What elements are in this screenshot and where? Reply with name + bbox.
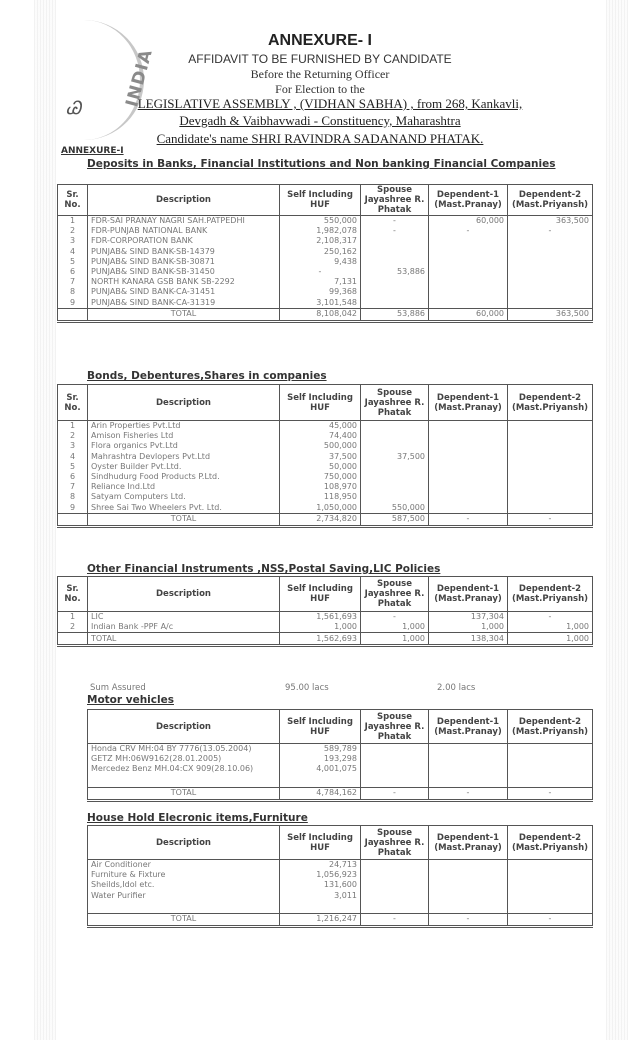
table-row: 5 PUNJAB& SIND BANK-SB-30871 9,438	[58, 257, 593, 267]
other-instruments-title: Other Financial Instruments ,NSS,Postal Saving,LIC Policies	[87, 563, 441, 575]
table-row: 4 Mahrashtra Devlopers Pvt.Ltd 37,500 37,500	[58, 452, 593, 462]
col-sr: Sr. No.	[58, 577, 88, 612]
col-sr: Sr. No.	[58, 385, 88, 421]
col-dep2: Dependent-2 (Mast.Priyansh)	[508, 826, 593, 860]
col-self: Self Including HUF	[280, 577, 361, 612]
col-self: Self Including HUF	[280, 385, 361, 421]
col-dep1: Dependent-1 (Mast.Pranay)	[429, 710, 508, 744]
other-instruments-table	[57, 576, 593, 647]
col-description: Description	[88, 185, 280, 216]
annexure-title: ANNEXURE- I	[267, 32, 372, 49]
bonds-title: Bonds, Debentures,Shares in companies	[87, 370, 327, 382]
table-row: Honda CRV MH:04 BY 7776(13.05.2004) 589,789	[88, 744, 593, 755]
election-line: For Election to the	[275, 82, 365, 96]
table-row: 9 Shree Sai Two Wheelers Pvt. Ltd. 1,050,000 550,000	[58, 503, 593, 514]
col-dep2: Dependent-2 (Mast.Priyansh)	[508, 577, 593, 612]
table-row: Air Conditioner 24,713	[88, 860, 593, 871]
col-description: Description	[88, 710, 280, 744]
table-row: 2 FDR-PUNJAB NATIONAL BANK 1,982,078 - - -	[58, 226, 593, 236]
col-dep1: Dependent-1 (Mast.Pranay)	[429, 826, 508, 860]
sum-assured-self: 95.00 lacs	[285, 683, 329, 693]
total-row: TOTAL 8,108,042 53,886 60,000 363,500	[58, 308, 593, 321]
table-row: 9 PUNJAB& SIND BANK-CA-31319 3,101,548	[58, 298, 593, 309]
signature-mark: Ꮚ	[66, 98, 82, 119]
col-dep2: Dependent-2 (Mast.Priyansh)	[508, 385, 593, 421]
table-row: 2 Indian Bank -PPF A/c 1,000 1,000 1,000 1,000	[58, 622, 593, 633]
col-description: Description	[88, 385, 280, 421]
table-row: 6 Sindhudurg Food Products P.Ltd. 750,000	[58, 472, 593, 482]
col-self: Self Including HUF	[280, 710, 361, 744]
assembly-line: LEGISLATIVE ASSEMBLY , (VIDHAN SABHA) , from 268, Kankavli,	[137, 96, 523, 111]
col-description: Description	[88, 826, 280, 860]
bonds-table	[57, 384, 593, 528]
table-row: 3 Flora organics Pvt.Ltd 500,000	[58, 441, 593, 451]
col-spouse: Spouse Jayashree R. Phatak	[361, 710, 429, 744]
table-row: 3 FDR-CORPORATION BANK 2,108,317	[58, 236, 593, 246]
col-dep1: Dependent-1 (Mast.Pranay)	[429, 385, 508, 421]
officer-line: Before the Returning Officer	[250, 67, 390, 81]
table-row: Sheilds,Idol etc. 131,600	[88, 880, 593, 890]
table-row: 7 NORTH KANARA GSB BANK SB-2292 7,131	[58, 277, 593, 287]
deposits-title: Deposits in Banks, Financial Institutions and Non banking Financial Companies	[87, 158, 556, 170]
col-dep2: Dependent-2 (Mast.Priyansh)	[508, 710, 593, 744]
motor-vehicles-table	[87, 709, 593, 802]
table-row: 7 Reliance Ind.Ltd 108,970	[58, 482, 593, 492]
col-spouse: Spouse Jayashree R. Phatak	[361, 577, 429, 612]
table-row: 1 FDR-SAI PRANAY NAGRI SAH.PATPEDHI 550,000 - 60,000 363,500	[58, 216, 593, 227]
motor-vehicles-title: Motor vehicles	[87, 694, 174, 706]
scan-edge-right	[606, 0, 628, 1040]
col-dep2: Dependent-2 (Mast.Priyansh)	[508, 185, 593, 216]
table-row: 5 Oyster Builder Pvt.Ltd. 50,000	[58, 462, 593, 472]
total-row: TOTAL 2,734,820 587,500 - -	[58, 513, 593, 526]
table-row: 8 PUNJAB& SIND BANK-CA-31451 99,368	[58, 287, 593, 297]
col-sr: Sr. No.	[58, 185, 88, 216]
col-dep1: Dependent-1 (Mast.Pranay)	[429, 185, 508, 216]
col-dep1: Dependent-1 (Mast.Pranay)	[429, 577, 508, 612]
table-row: GETZ MH:06W9162(28.01.2005) 193,298	[88, 754, 593, 764]
sum-assured-dep1: 2.00 lacs	[437, 683, 476, 693]
table-row: Mercedez Benz MH.04:CX 909(28.10.06) 4,001,075	[88, 764, 593, 774]
scan-edge-left	[34, 0, 56, 1040]
total-row: TOTAL 1,562,693 1,000 138,304 1,000	[58, 633, 593, 646]
affidavit-line: AFFIDAVIT TO BE FURNISHED BY CANDIDATE	[188, 52, 452, 66]
table-row: Water Purifier 3,011	[88, 891, 593, 901]
table-row: 1 LIC 1,561,693 - 137,304 -	[58, 612, 593, 623]
col-spouse: Spouse Jayashree R. Phatak	[361, 826, 429, 860]
household-title: House Hold Elecronic items,Furniture	[87, 812, 308, 824]
deposits-table	[57, 184, 593, 323]
candidate-line: Candidate's name SHRI RAVINDRA SADANAND PHATAK.	[156, 131, 484, 146]
col-self: Self Including HUF	[280, 826, 361, 860]
annexure-label: ANNEXURE-I	[61, 146, 124, 156]
constituency-line: Devgadh & Vaibhavwadi - Constituency, Maharashtra	[179, 113, 461, 128]
table-row: Furniture & Fixture 1,056,923	[88, 870, 593, 880]
household-table	[87, 825, 593, 928]
col-self: Self Including HUF	[280, 185, 361, 216]
table-row: 2 Amison Fisheries Ltd 74,400	[58, 431, 593, 441]
total-row: TOTAL 1,216,247 - - -	[88, 913, 593, 926]
col-spouse: Spouse Jayashree R. Phatak	[361, 385, 429, 421]
table-row: 1 Arin Properties Pvt.Ltd 45,000	[58, 421, 593, 432]
sum-assured-label: Sum Assured	[90, 683, 146, 693]
table-row: 4 PUNJAB& SIND BANK-SB-14379 250,162	[58, 247, 593, 257]
total-row: TOTAL 4,784,162 - - -	[88, 787, 593, 800]
seal-text: INDIA	[122, 46, 157, 110]
col-spouse: Spouse Jayashree R. Phatak	[361, 185, 429, 216]
col-description: Description	[88, 577, 280, 612]
table-row: 6 PUNJAB& SIND BANK-SB-31450 - 53,886	[58, 267, 593, 277]
table-row: 8 Satyam Computers Ltd. 118,950	[58, 492, 593, 502]
